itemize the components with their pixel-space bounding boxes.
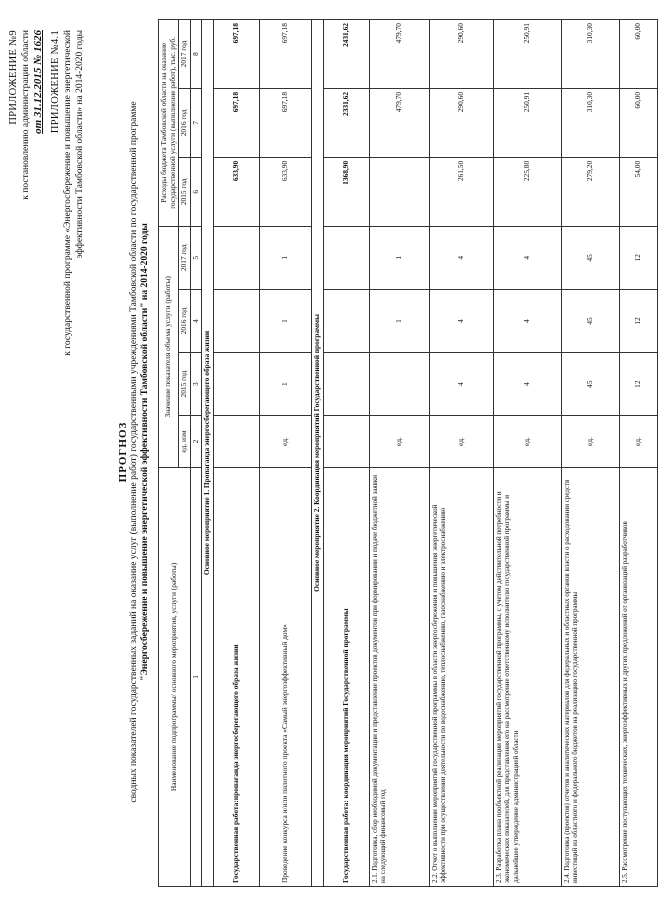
row-unit [323, 416, 369, 468]
row-value: 1 [259, 289, 311, 352]
row-value [323, 353, 369, 416]
column-number: 2 [190, 416, 202, 468]
attachment-line: к постановлению администрации области [21, 30, 31, 200]
row-value [369, 353, 429, 416]
appendix-line: к государственной программе «Энергосбережение и повышение энергетической [63, 30, 73, 356]
attachment-header [8, 30, 86, 460]
column-number: 4 [190, 289, 202, 352]
row-expense: 290,60 [429, 88, 493, 157]
appendix-line: эффективности Тамбовской области» на 2014-2020 годы [75, 30, 85, 259]
row-expense: 310,30 [561, 20, 619, 89]
row-unit: ед. [493, 416, 561, 468]
row-expense: 290,60 [429, 20, 493, 89]
column-number: 8 [190, 20, 202, 89]
header-year: 2016 год [179, 88, 191, 157]
row-expense: 479,70 [369, 20, 429, 89]
attachment-title: ПРИЛОЖЕНИЕ №9 [8, 30, 19, 125]
row-name: 2.5. Рассмотрение поступающих технических, энергоэффективных и других предложений от организаций разработчиков [619, 467, 657, 886]
header-year: 2016 год [179, 289, 191, 352]
row-expense: 225,80 [493, 157, 561, 226]
row-value: 4 [493, 353, 561, 416]
row-value: 45 [561, 353, 619, 416]
row-expense: 250,91 [493, 88, 561, 157]
row-unit: ед. [429, 416, 493, 468]
row-value: 4 [493, 226, 561, 289]
column-number: 3 [190, 353, 202, 416]
title-forecast: ПРОГНОЗ [117, 421, 129, 483]
row-unit [213, 416, 259, 468]
row-expense: 479,70 [369, 88, 429, 157]
header-year: 2015 год [179, 157, 191, 226]
header-year: 2017 год [179, 20, 191, 89]
row-expense: 279,20 [561, 157, 619, 226]
row-expense: 697,18 [259, 20, 311, 89]
section-row: Основное мероприятие 1. Пропаганда энергосберегающего образа жизни [202, 20, 214, 887]
header-year: 2015 год [179, 353, 191, 416]
row-value: 1 [259, 353, 311, 416]
section-row: Основное мероприятие 2. Координация мероприятий Государственной программы [311, 20, 323, 887]
row-value: 4 [429, 353, 493, 416]
row-value: 12 [619, 289, 657, 352]
title-subject: сводных показателей государственных заданий на оказание услуг (выполнение работ) государственными учреждениями Тамбовской области по государственной программе [129, 101, 139, 803]
row-unit: ед. [259, 416, 311, 468]
row-value [323, 289, 369, 352]
row-value: 4 [429, 289, 493, 352]
header-name: Наименование подпрограммы/ основного мероприятия, услуги (работы) [159, 467, 191, 886]
row-expense: 697,18 [213, 20, 259, 89]
header-expenses: Расходы бюджета Тамбовской области на оказание государственной услуги (выполнение работ), тыс. руб. [159, 20, 179, 227]
row-unit: ед. [561, 416, 619, 468]
row-unit: ед. [619, 416, 657, 468]
row-name: 2.3. Разработка плана пообъектной реализации мероприятий государственной программы, с учетом действительной потребности и экономических показателей, для представления его на рассмотрение ответственному исполнителю государственной программы и дальнейшее утверждение администрацией области [493, 467, 561, 886]
row-expense: 2331,62 [323, 88, 369, 157]
row-value [213, 289, 259, 352]
row-value: 12 [619, 226, 657, 289]
title-program: "Энергосбережение и повышение энергетической эффективности Тамбовской области" на 2014-2020 годы [140, 223, 150, 681]
row-unit: ед. [369, 416, 429, 468]
row-value: 4 [429, 226, 493, 289]
row-name: Государственная работа:пропаганда энергосберегающего образа жизни [213, 467, 259, 886]
appendix-title: ПРИЛОЖЕНИЕ №4.1 [50, 30, 61, 134]
header-unit: ед. изм [179, 416, 191, 468]
row-value: 1 [369, 289, 429, 352]
row-expense: 60,00 [619, 20, 657, 89]
row-value: 1 [259, 226, 311, 289]
row-expense: 633,90 [213, 157, 259, 226]
row-value: 4 [493, 289, 561, 352]
row-name: Проведение конкурса и/или пилотного проекта «Самый энергоэффективный дом» [259, 467, 311, 886]
document-title [118, 17, 151, 887]
row-expense: 2431,62 [323, 20, 369, 89]
column-number: 6 [190, 157, 202, 226]
row-name: Государственная работа: координация мероприятий Государственной программы [323, 467, 369, 886]
column-number: 7 [190, 88, 202, 157]
row-value: 1 [369, 226, 429, 289]
header-indicator: Значение показателя объема услуги (работы) [159, 226, 179, 467]
row-expense: 697,18 [213, 88, 259, 157]
row-expense: 633,90 [259, 157, 311, 226]
row-value [213, 353, 259, 416]
row-expense: 697,18 [259, 88, 311, 157]
row-expense: 310,30 [561, 88, 619, 157]
row-expense: 60,00 [619, 88, 657, 157]
row-name: 2.2. Отчет о выполнении мероприятий государственной программы в области энергосбережения и повышения энергетической эффективности при осуществлении деятельности по водоснабжению, теплоснабжению, газоснабжению и электроснабжению [429, 467, 493, 886]
row-value: 45 [561, 289, 619, 352]
handwritten-date: от 31.12.2015 № 1626 [32, 30, 44, 134]
row-value: 45 [561, 226, 619, 289]
row-expense: 1368,90 [323, 157, 369, 226]
row-value [323, 226, 369, 289]
column-number: 1 [190, 467, 202, 886]
forecast-table [158, 19, 658, 887]
row-value [213, 226, 259, 289]
row-expense [369, 157, 429, 226]
row-name: 2.4. Подготовка (проектов) отчетов и аналитических материалов для федеральных и областных органов власти о расходовании средств инвестиций из областного и федерального бюджетов на реализацию государственной программы [561, 467, 619, 886]
row-expense: 250,91 [493, 20, 561, 89]
row-expense: 261,50 [429, 157, 493, 226]
row-name: 2.1. Подготовка, сбор необходимой документации и представление проектов документов при формировании и подаче бюджетной заявки на следующий финансовый год [369, 467, 429, 886]
header-year: 2017 год [179, 226, 191, 289]
row-value: 12 [619, 353, 657, 416]
row-expense: 54,00 [619, 157, 657, 226]
column-number: 5 [190, 226, 202, 289]
